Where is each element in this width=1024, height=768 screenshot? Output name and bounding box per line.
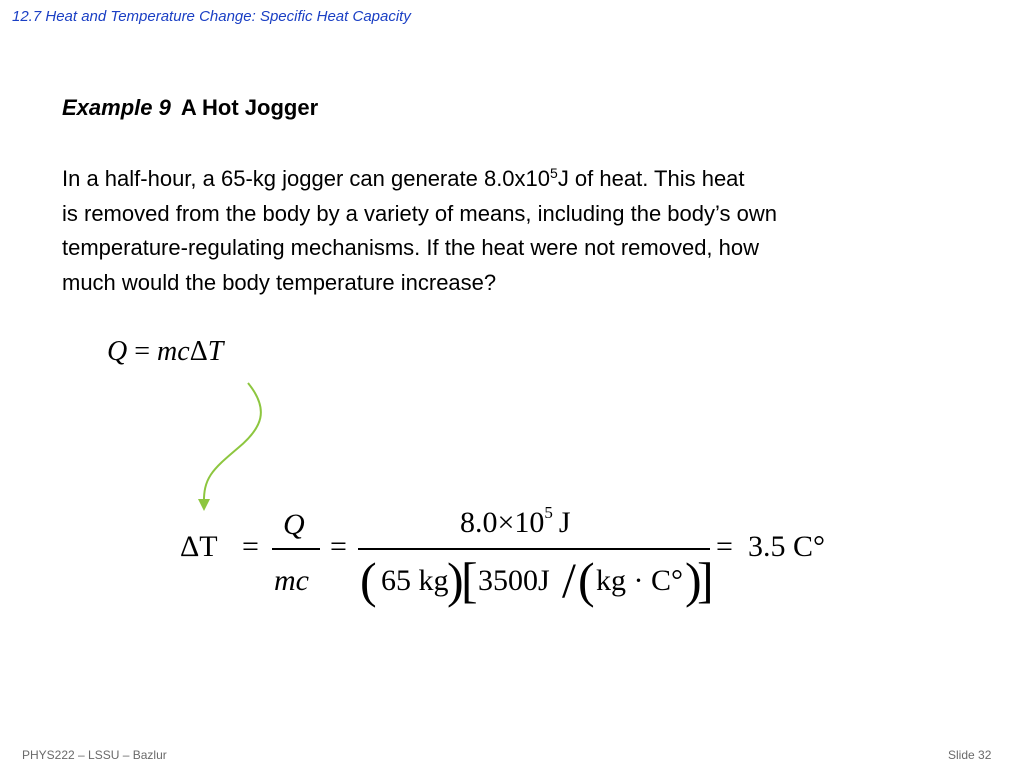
problem-line-3: temperature-regulating mechanisms. If the heat were not removed, how [62,235,760,260]
eq-equals-1: = [242,530,259,563]
bracket-close: ] [697,552,714,608]
eq-equals-3: = [716,530,733,563]
formula-t: T [207,336,224,367]
formula-equals: = [134,336,151,367]
eq-specific-heat-unit: kg · C° [596,564,683,597]
eq-numerator-q: Q [283,508,305,541]
fraction-bar-2 [358,548,710,550]
paren-open: ( [360,552,377,608]
eq-denominator-mc: mc [274,564,309,597]
eq-delta-t: ΔT [180,530,218,563]
problem-exponent: 5 [550,165,558,181]
fraction-bar-1 [272,548,320,550]
footer-course: PHYS222 – LSSU – Bazlur [22,748,167,762]
paren2-close: ) [685,552,702,608]
eq-result: 3.5 C° [748,530,826,563]
energy-unit: J [558,506,571,539]
eq-mass: 65 kg [381,564,449,597]
bracket-open: [ [461,552,478,608]
formula-m: m [157,336,178,367]
problem-line-1-end: J of heat. This heat [557,166,745,191]
formula-delta: Δ [189,336,208,367]
footer-slide-number: Slide 32 [948,748,992,762]
slide-header-title: 12.7 Heat and Temperature Change: Specific Heat Capacity [12,8,411,25]
paren2-open: ( [578,552,595,608]
example-number: Example 9 [62,95,171,120]
problem-line-2: is removed from the body by a variety of means, including the body’s own [62,200,777,226]
eq-specific-heat: 3500J [478,564,550,597]
problem-line-1-text: In a half-hour, a 65-kg jogger can generate 8.0x10 [62,166,551,191]
paren-close: ) [447,552,464,608]
energy-exponent: 5 [544,503,553,522]
problem-line-4: much would the body temperature increase? [62,269,497,295]
example-title: A Hot Jogger [180,95,319,120]
eq-equals-2: = [330,530,347,563]
eq-numerator-energy [460,503,571,539]
formula-q: Q [107,336,128,367]
energy-coefficient: 8.0×10 [460,506,545,539]
slash: / [562,552,576,608]
formula-c: c [177,336,190,367]
